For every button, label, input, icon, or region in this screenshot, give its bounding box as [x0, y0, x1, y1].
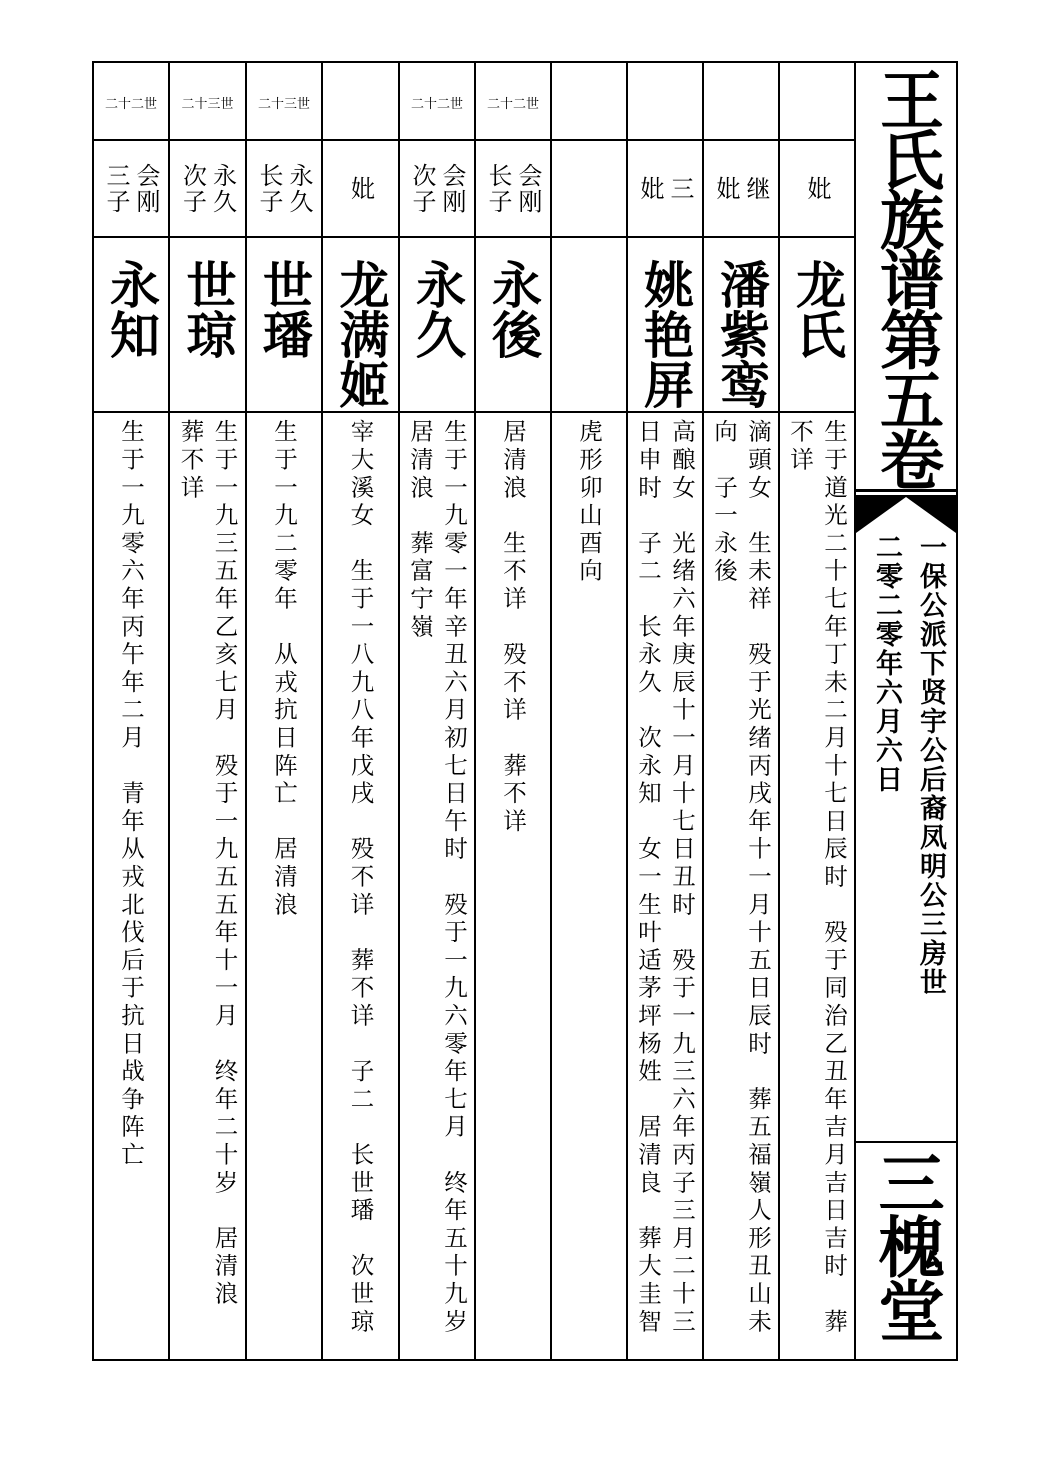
member-name: 永久 — [408, 259, 467, 359]
generation-label — [704, 63, 778, 141]
generation-label — [323, 63, 398, 141]
member-column-shi-qiong — [170, 63, 245, 1359]
relation-label: 会刚 次子 — [408, 163, 466, 215]
member-column-shi-fan — [247, 63, 321, 1359]
member-column-pan-ziluan — [704, 63, 778, 1359]
member-biography: 生于道光二十七年丁未二月十七日辰时 殁于同治乙丑年吉月吉日吉时 葬 不详 — [786, 419, 848, 1337]
generation-label — [780, 63, 854, 141]
member-name: 永後 — [484, 259, 543, 359]
member-name: 世琼 — [178, 259, 238, 359]
generation-label: 二十二世 — [486, 96, 539, 112]
relation-label: 妣 — [803, 176, 831, 202]
generation-label — [628, 63, 702, 141]
member-name: 潘紫鸾 — [712, 259, 771, 409]
member-biography: 生于一九二零年 从戎抗日阵亡 居清浪 — [270, 419, 298, 920]
generation-label — [552, 63, 626, 141]
generation-label: 二十二世 — [104, 96, 157, 112]
member-name: 世璠 — [255, 259, 314, 359]
member-name — [552, 239, 626, 411]
relation-label: 三 妣 — [636, 176, 694, 202]
book-title: 王氏族谱第五卷 — [869, 67, 944, 487]
generation-label: 二十三世 — [257, 96, 310, 112]
member-biography: 生于一九零六年丙午年二月 青年从戎北伐后于抗日战争阵亡 — [117, 419, 145, 1170]
member-column-long-shi — [780, 63, 854, 1359]
member-column-yao-yanping — [628, 63, 702, 1359]
generation-label: 二十二世 — [410, 96, 463, 112]
member-biography: 宰大溪女 生于一八九八年戊戌 殁不详 葬不详 子二 长世璠 次世琼 — [346, 419, 375, 1337]
member-column-yong-jiu — [400, 63, 474, 1359]
relation-label: 继 妣 — [712, 176, 770, 202]
subtitle-area — [856, 533, 956, 1141]
continuation-column — [552, 63, 626, 1359]
member-biography: 虎形卯山酉向 — [575, 419, 603, 586]
member-biography: 生于一九零一年辛丑六月初七日午时 殁于一九六零年七月 终年五十九岁 居清浪 葬富宁嶺 — [406, 419, 468, 1337]
member-biography: 生于一九三五年乙亥七月 殁于一九五五年十一月 终年二十岁 居清浪 葬不详 — [176, 419, 239, 1309]
member-biography: 高酿女 光绪六年庚辰十一月十七日丑时 殁于一九三六年丙子三月二十三 日申时 子二 长永久 次永知 女一生叶适茅坪杨姓 居清良 葬大圭智 — [634, 419, 696, 1337]
title-panel — [856, 63, 956, 1359]
subtitle-lineage: 一保公派下贤宇公后裔凤明公三房世 — [915, 533, 946, 997]
relation-label: 妣 — [346, 176, 375, 202]
fishtail-ornament — [856, 489, 956, 533]
generation-label: 二十三世 — [181, 96, 234, 112]
member-biography: 居清浪 生不详 殁不详 葬不详 — [499, 419, 527, 836]
member-name: 龙氏 — [788, 259, 847, 359]
relation-label: 永久 次子 — [178, 163, 237, 215]
relation-label: 会刚 长子 — [484, 163, 542, 215]
member-column-yong-zhi — [94, 63, 168, 1359]
member-column-long-manji — [323, 63, 398, 1359]
relation-label: 永久 长子 — [255, 163, 313, 215]
member-biography: 滴頭女 生未祥 殁于光绪丙戌年十一月十五日辰时 葬五福嶺人形丑山未 向 子一永後 — [710, 419, 772, 1337]
relation-label — [552, 141, 626, 237]
genealogy-page-frame — [92, 61, 958, 1361]
member-name: 永知 — [102, 259, 161, 359]
subtitle-date: 二零二零年六月六日 — [871, 533, 902, 794]
member-name: 姚艳屏 — [636, 259, 695, 409]
member-name: 龙满姬 — [331, 259, 391, 409]
relation-label: 会刚 三子 — [102, 163, 160, 215]
member-column-yong-hou — [476, 63, 550, 1359]
hall-name: 三槐堂 — [867, 1149, 945, 1341]
